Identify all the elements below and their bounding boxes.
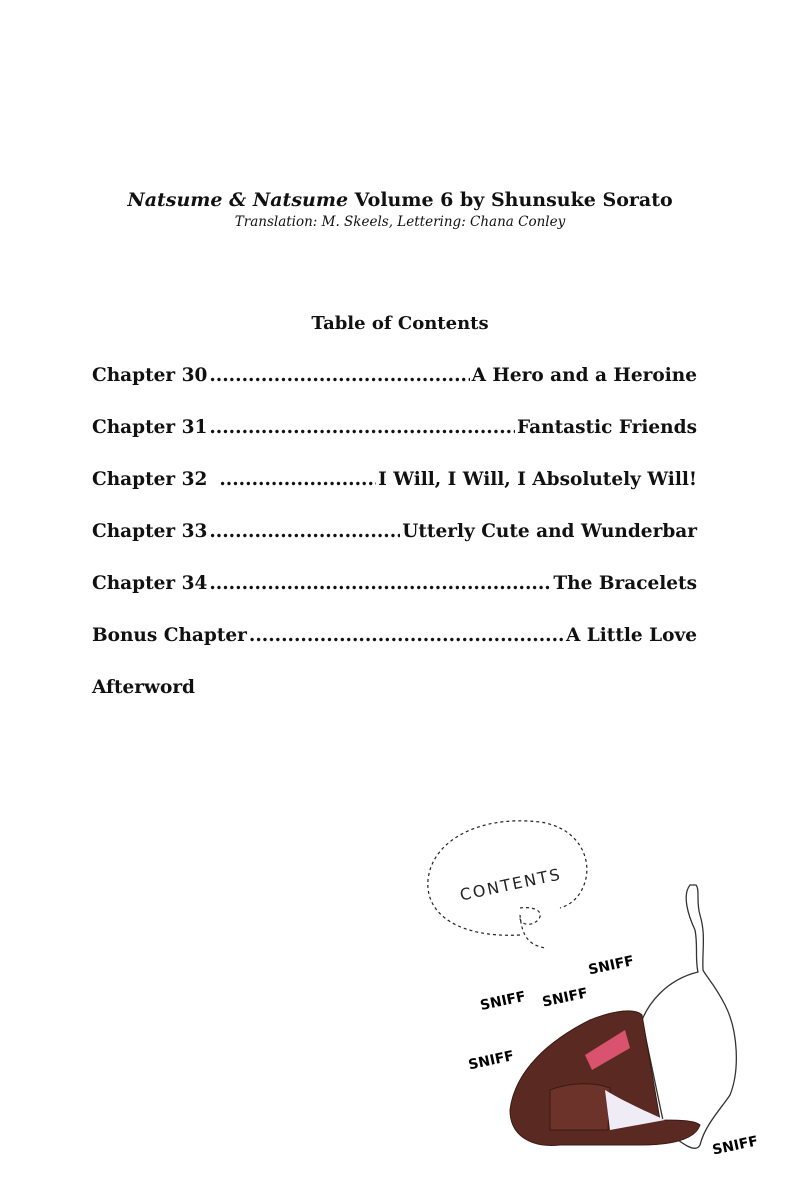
toc-label: Afterword — [92, 677, 195, 698]
sfx-sniff: SNIFF — [478, 988, 528, 1014]
toc-entry — [92, 573, 697, 594]
dot-leader — [209, 521, 400, 542]
toc-label: Chapter 30 — [92, 365, 208, 386]
sfx-sniff: SNIFF — [540, 985, 590, 1011]
toc-title: The Bracelets — [553, 573, 697, 594]
toc-entry — [92, 521, 697, 542]
series-title: Natsume & Natsume — [127, 189, 349, 211]
toc-entry — [92, 417, 697, 438]
dot-leader — [219, 469, 376, 490]
sfx-sniff: SNIFF — [711, 1133, 760, 1159]
dot-leader — [209, 417, 515, 438]
toc-title: I Will, I Will, I Absolutely Will! — [378, 469, 697, 490]
toc-title: A Hero and a Heroine — [471, 365, 697, 386]
volume-byline: Volume 6 by Shunsuke Sorato — [354, 189, 673, 211]
toc-label: Chapter 34 — [92, 573, 208, 594]
toc-entry — [92, 677, 697, 698]
toc-label: Chapter 31 — [92, 417, 208, 438]
sfx-sniff: SNIFF — [467, 1048, 516, 1074]
toc-label: Bonus Chapter — [92, 625, 247, 646]
toc-title: Utterly Cute and Wunderbar — [402, 521, 697, 542]
credits: Translation: M. Skeels, Lettering: Chana Conley — [234, 214, 566, 230]
dot-leader — [209, 365, 469, 386]
toc-title: Fantastic Friends — [517, 417, 697, 438]
bubble-text: CONTENTS — [458, 864, 564, 905]
cat-shoe-illustration — [420, 820, 780, 1190]
toc-label: Chapter 33 — [92, 521, 208, 542]
dot-leader — [249, 625, 564, 646]
book-title — [0, 189, 800, 211]
toc-title: A Little Love — [565, 625, 697, 646]
sfx-sniff: SNIFF — [587, 953, 636, 979]
dot-leader — [209, 573, 551, 594]
toc-entry — [92, 469, 697, 490]
toc-entry — [92, 625, 697, 646]
toc-label: Chapter 32 — [92, 469, 208, 490]
toc-entry — [92, 365, 697, 386]
toc-heading: Table of Contents — [311, 313, 489, 334]
